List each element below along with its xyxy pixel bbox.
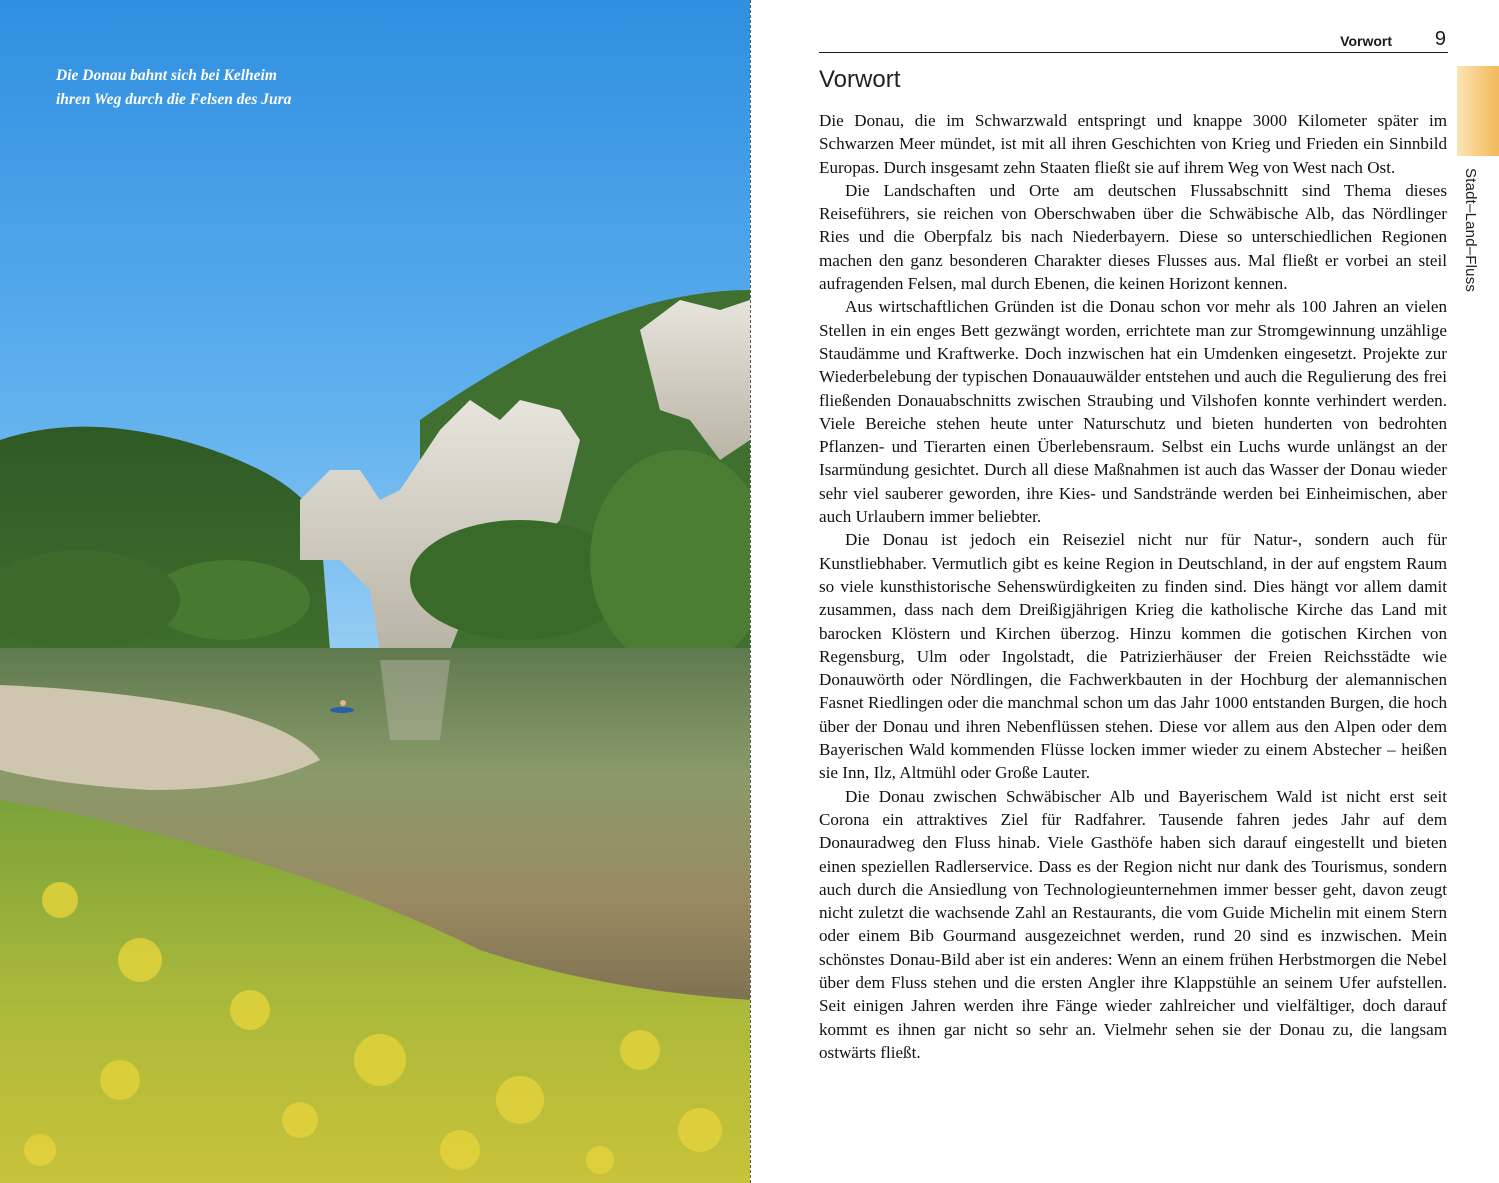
- paragraph: Die Donau zwischen Schwäbischer Alb und Bayerischem Wald ist nicht erst seit Corona ein attraktives Ziel für Radfahrer. Tausende fahren jedes Jahr auf dem Donauradweg den Fluss hinab. Viele Gasthöfe haben sich darauf eingestellt und bieten einen speziellen Radlerservice. Dass es der Region nicht nur dank des Tourismus, sondern auch durch die Ansiedlung von Technologieunternehmen immer besser geht, davon zeugt nicht zuletzt die wachsende Zahl an Restaurants, die vom Guide Michelin mit einem Stern oder einem Bib Gourmand ausgezeichnet werden, rund 20 sind es inzwischen. Mein schönstes Donau-Bild aber ist ein anderes: Wenn an einem frühen Herbstmorgen die Nebel über dem Fluss stehen und die ersten Angler ihre Klappstühle an seinem Ufer aufstellen. Seit einigen Jahren werden ihre Fänge wieder zahlreicher und vielfältiger, doch darauf kommt es ihnen gar nicht so sehr an. Vielmehr sehen sie der Donau zu, die langsam ostwärts fließt.: [819, 786, 1447, 1062]
- page-number: 9: [1434, 28, 1446, 50]
- kayaker: [340, 700, 346, 706]
- kayak: [330, 707, 354, 713]
- paragraph: Aus wirtschaftlichen Gründen ist die Donau schon vor mehr als 100 Jahren an vielen Stellen in ein enges Bett gezwängt worden, errichtete man zur Stromgewinnung unzählige Staudämme und Kraftwerke. Doch inzwischen hat ein Umdenken eingesetzt. Projekte zur Wiederbelebung der typischen Donauauwälder entstehen und auch die Regulierung des frei fließenden Donauabschnitts zwischen Straubing und Vilshofen konnte verhindert werden. Viele Bereiche stehen heute unter Naturschutz und bieten hunderten von bedrohten Pflanzen- und Tierarten einen Überlebensraum. Selbst ein Luchs wurde unlängst an der Isarmündung gesichtet. Durch all diese Maßnahmen ist auch das Wasser der Donau wieder sehr viel sauberer geworden, ihre Kies- und Sandstrände werden bei Einheimischen, aber auch Urlaubern immer beliebter.: [819, 297, 1447, 527]
- chapter-tab: [1457, 66, 1499, 156]
- paragraph: Die Landschaften und Orte am deutschen Flussabschnitt sind Thema dieses Reiseführers, sie reichen von Oberschwaben über die Schwäbische Alb, das Nördlinger Ries und die Oberpfalz bis nach Niederbayern. Diese so unterschiedlichen Regionen machen den ganz besonderen Charakter dieses Flusses aus. Mal fließt er vorbei an steil aufragenden Felsen, mal durch Ebenen, die keinen Horizont kennen.: [819, 180, 1447, 294]
- running-head-title: Vorwort: [1340, 33, 1392, 49]
- paragraph: Die Donau, die im Schwarzwald entspringt und knappe 3000 Kilometer später im Schwarzen Meer mündet, ist mit all ihren Geschichten von Krieg und Frieden ein Sinnbild Europas. Durch insgesamt zehn Staaten fließt sie auf ihrem Weg von West nach Ost.: [819, 111, 1447, 177]
- page-gutter: [750, 0, 751, 1183]
- rock-reflection: [380, 660, 450, 740]
- photo-caption-line: ihren Weg durch die Felsen des Jura: [56, 91, 292, 108]
- photo-caption-line: Die Donau bahnt sich bei Kelheim: [56, 67, 277, 84]
- article-body: [819, 109, 1447, 1064]
- chapter-heading: Vorwort: [819, 66, 901, 93]
- chapter-tab-label: Stadt–Land–Fluss: [1462, 168, 1479, 293]
- photo-caption: [56, 64, 376, 112]
- running-head: [819, 30, 1448, 53]
- paragraph: Die Donau ist jedoch ein Reiseziel nicht nur für Natur-, sondern auch für Kunstliebhaber. Vermutlich gibt es keine Region in Deutschland, in der auf engstem Raum so viele kunsthistorische Sehenswürdigkeiten zu finden sind. Dies hängt vor allem damit zusammen, dass nach dem Dreißigjährigen Krieg die katholische Kirche das Land mit barocken Klöstern und Kirchen überzog. Hinzu kommen die gotischen Kirchen von Regensburg, Ulm oder Ingolstadt, die Patrizierhäuser der Freien Reichsstädte wie Donauwörth oder Nördlingen, die Fachwerkbauten in der Hochburg der alemannischen Fasnet Riedlingen oder die manchmal schon um das Jahr 1000 entstanden Burgen, die hoch über der Donau und ihren Nebenflüssen stehen. Diese vor allem aus den Alpen oder dem Bayerischen Wald kommenden Flüsse locken immer wieder zu einem Abstecher – heißen sie Inn, Ilz, Altmühl oder Große Lauter.: [819, 530, 1447, 783]
